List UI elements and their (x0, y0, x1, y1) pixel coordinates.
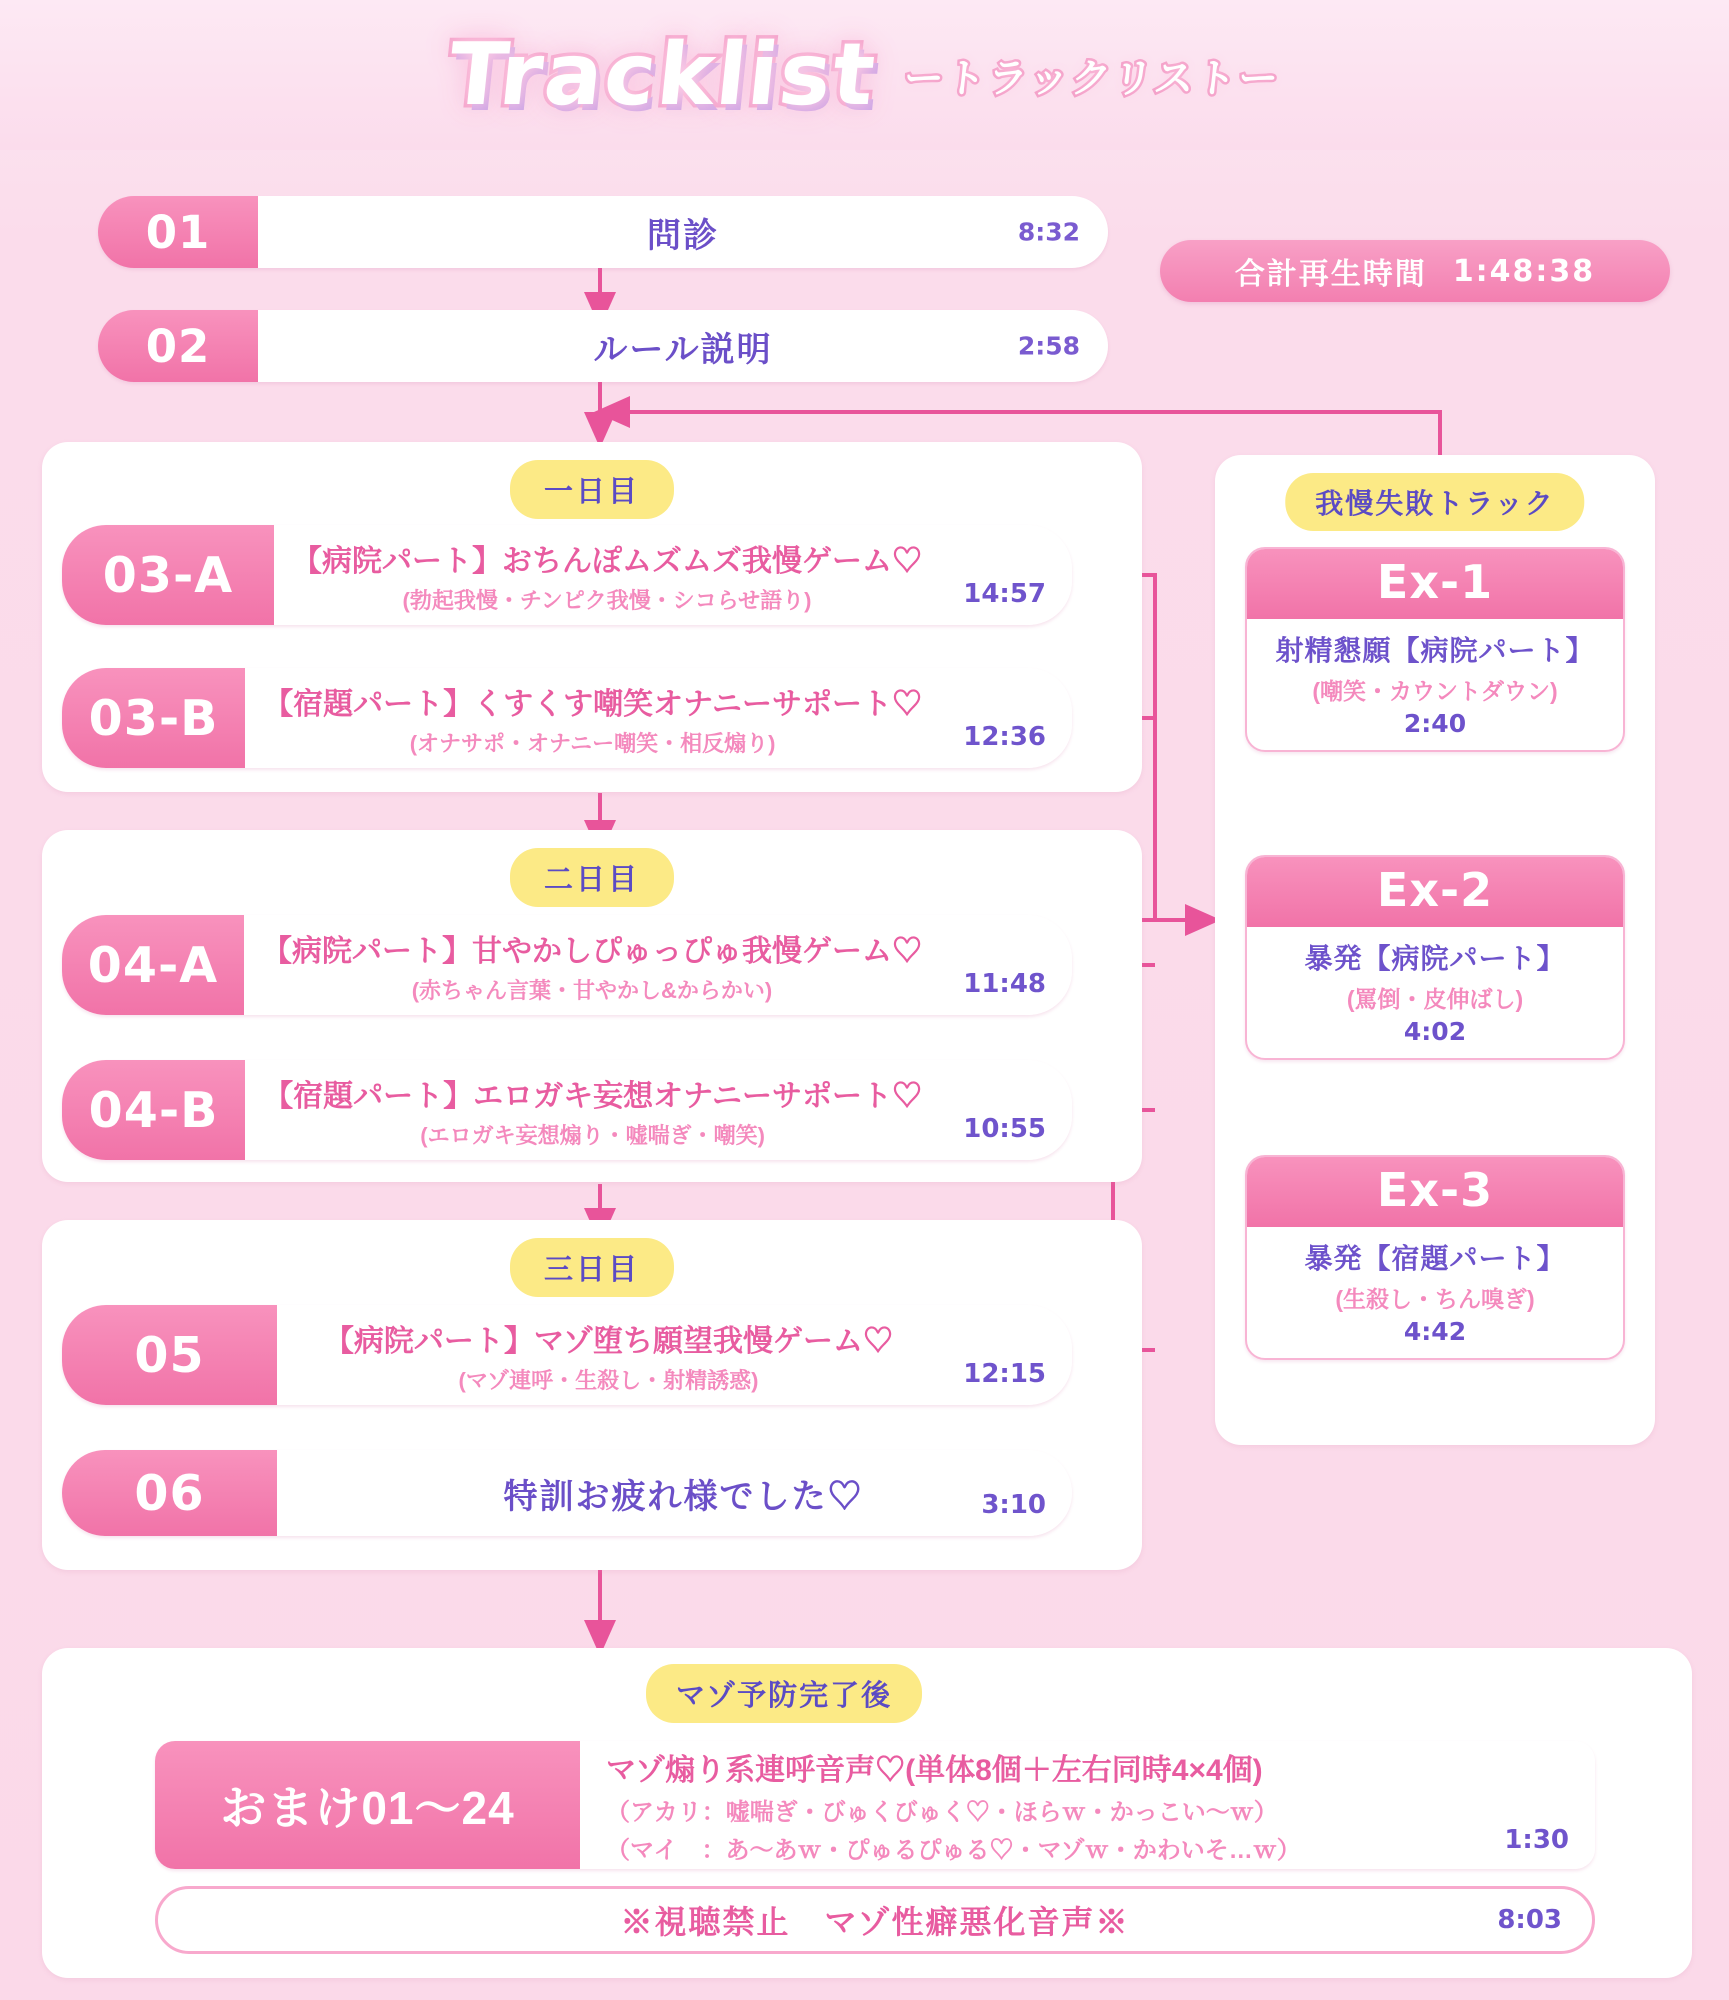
page-header (0, 0, 1729, 150)
track-subtitle: (オナサポ・オナニー嘲笑・相反煽り) (409, 730, 776, 756)
track-time: 2:58 (1017, 331, 1080, 361)
extra-card-body (1247, 619, 1623, 750)
track-body (274, 525, 1072, 625)
track-body (277, 1305, 1072, 1405)
bonus-track-title: マゾ煽り系連呼音声♡(単体8個＋左右同時4×4個) (606, 1754, 1263, 1787)
track-subtitle: (赤ちゃん言葉・甘やかし&からかい) (411, 977, 773, 1003)
extra-card[interactable] (1245, 1155, 1625, 1360)
track-number: 03-B (62, 668, 245, 768)
track-row[interactable] (98, 196, 1108, 268)
track-number: 06 (62, 1450, 277, 1536)
track-time: 8:32 (1017, 217, 1080, 247)
extra-card-title: 暴発【宿題パート】 (1304, 1243, 1566, 1274)
bonus-track-subtitle-2: （マイ ：あ〜あｗ・ぴゅるぴゅる♡・マゾｗ・かわいそ…ｗ） (606, 1837, 1301, 1864)
day-label: 二日目 (510, 848, 674, 907)
extra-card-title: 暴発【病院パート】 (1304, 943, 1566, 974)
track-time: 14:57 (963, 579, 1046, 609)
track-title: 【宿題パート】エロガキ妄想オナニーサポート♡ (263, 1079, 922, 1113)
track-row[interactable] (98, 310, 1108, 382)
track-subtitle: (エロガキ妄想煽り・嘘喘ぎ・嘲笑) (420, 1122, 765, 1148)
extra-card-time: 4:42 (1403, 1317, 1467, 1346)
page-title: Tracklist (443, 25, 882, 125)
track-time: 11:48 (963, 969, 1046, 999)
track-title: 問診 (647, 216, 719, 255)
extra-card[interactable] (1245, 855, 1625, 1060)
track-time: 3:10 (981, 1490, 1046, 1520)
track-time: 12:36 (963, 722, 1046, 752)
track-number: 05 (62, 1305, 277, 1405)
track-row[interactable] (62, 668, 1072, 768)
bonus-track-row[interactable] (155, 1741, 1595, 1869)
track-title: 【宿題パート】くすくす嘲笑オナニーサポート♡ (263, 687, 922, 721)
track-number: 03-A (62, 525, 274, 625)
track-body (245, 1060, 1072, 1160)
track-subtitle: (マゾ連呼・生殺し・射精誘惑) (458, 1367, 759, 1393)
track-time: 10:55 (963, 1114, 1046, 1144)
track-number: 01 (98, 196, 258, 268)
track-time: 12:15 (963, 1359, 1046, 1389)
track-subtitle: (勃起我慢・チンピク我慢・シコらせ語り) (402, 587, 812, 613)
bonus-warning-time: 8:03 (1497, 1905, 1562, 1935)
total-playtime-value: 1:48:38 (1452, 253, 1596, 289)
track-body (258, 196, 1108, 268)
bonus-track-subtitle-1: （アカリ：嘘喘ぎ・びゅくびゅく♡・ほらｗ・かっこい〜ｗ） (606, 1799, 1278, 1826)
bonus-track-time: 1:30 (1504, 1825, 1569, 1855)
extra-card-number: Ex-3 (1247, 1157, 1623, 1227)
total-playtime-badge (1160, 240, 1670, 302)
track-title: 【病院パート】マゾ堕ち願望我慢ゲーム♡ (323, 1324, 894, 1358)
track-title: 【病院パート】甘やかしぴゅっぴゅ我慢ゲーム♡ (262, 934, 922, 968)
extra-card[interactable] (1245, 547, 1625, 752)
track-title: ルール説明 (593, 330, 773, 369)
track-title: 特訓お疲れ様でした♡ (503, 1477, 864, 1516)
track-number: 02 (98, 310, 258, 382)
extra-card-subtitle: (生殺し・ちん嗅ぎ) (1335, 1286, 1535, 1312)
extra-card-subtitle: (嘲笑・カウントダウン) (1312, 678, 1558, 704)
bonus-track-body (580, 1741, 1595, 1869)
extra-track-group (1215, 455, 1655, 1445)
bonus-group-label: マゾ予防完了後 (646, 1664, 922, 1723)
track-row[interactable] (62, 1305, 1072, 1405)
track-body (244, 915, 1072, 1015)
track-number: 04-A (62, 915, 244, 1015)
day-label: 一日目 (510, 460, 674, 519)
track-row[interactable] (62, 915, 1072, 1015)
bonus-warning-row[interactable] (155, 1886, 1595, 1954)
page-subtitle: ートラックリストー (901, 56, 1283, 101)
track-number: 04-B (62, 1060, 245, 1160)
bonus-track-number: おまけ01〜24 (155, 1741, 580, 1869)
extra-card-body (1247, 1227, 1623, 1358)
total-playtime-label: 合計再生時間 (1234, 258, 1427, 291)
track-row[interactable] (62, 1060, 1072, 1160)
extra-card-title: 射精懇願【病院パート】 (1275, 635, 1595, 666)
track-body (258, 310, 1108, 382)
track-body (277, 1450, 1072, 1536)
extra-card-subtitle: (罵倒・皮伸ばし) (1346, 986, 1524, 1012)
track-body (245, 668, 1072, 768)
extra-card-time: 2:40 (1403, 709, 1467, 738)
extra-card-body (1247, 927, 1623, 1058)
track-row[interactable] (62, 1450, 1072, 1536)
extra-group-label: 我慢失敗トラック (1285, 473, 1584, 531)
bonus-warning-title: ※視聴禁止 マゾ性癖悪化音声※ (620, 1904, 1130, 1940)
extra-card-time: 4:02 (1403, 1017, 1467, 1046)
bonus-group (42, 1648, 1692, 1978)
extra-card-number: Ex-2 (1247, 857, 1623, 927)
day-label: 三日目 (510, 1238, 674, 1297)
extra-card-number: Ex-1 (1247, 549, 1623, 619)
track-row[interactable] (62, 525, 1072, 625)
track-title: 【病院パート】おちんぽムズムズ我慢ゲーム♡ (292, 544, 922, 578)
